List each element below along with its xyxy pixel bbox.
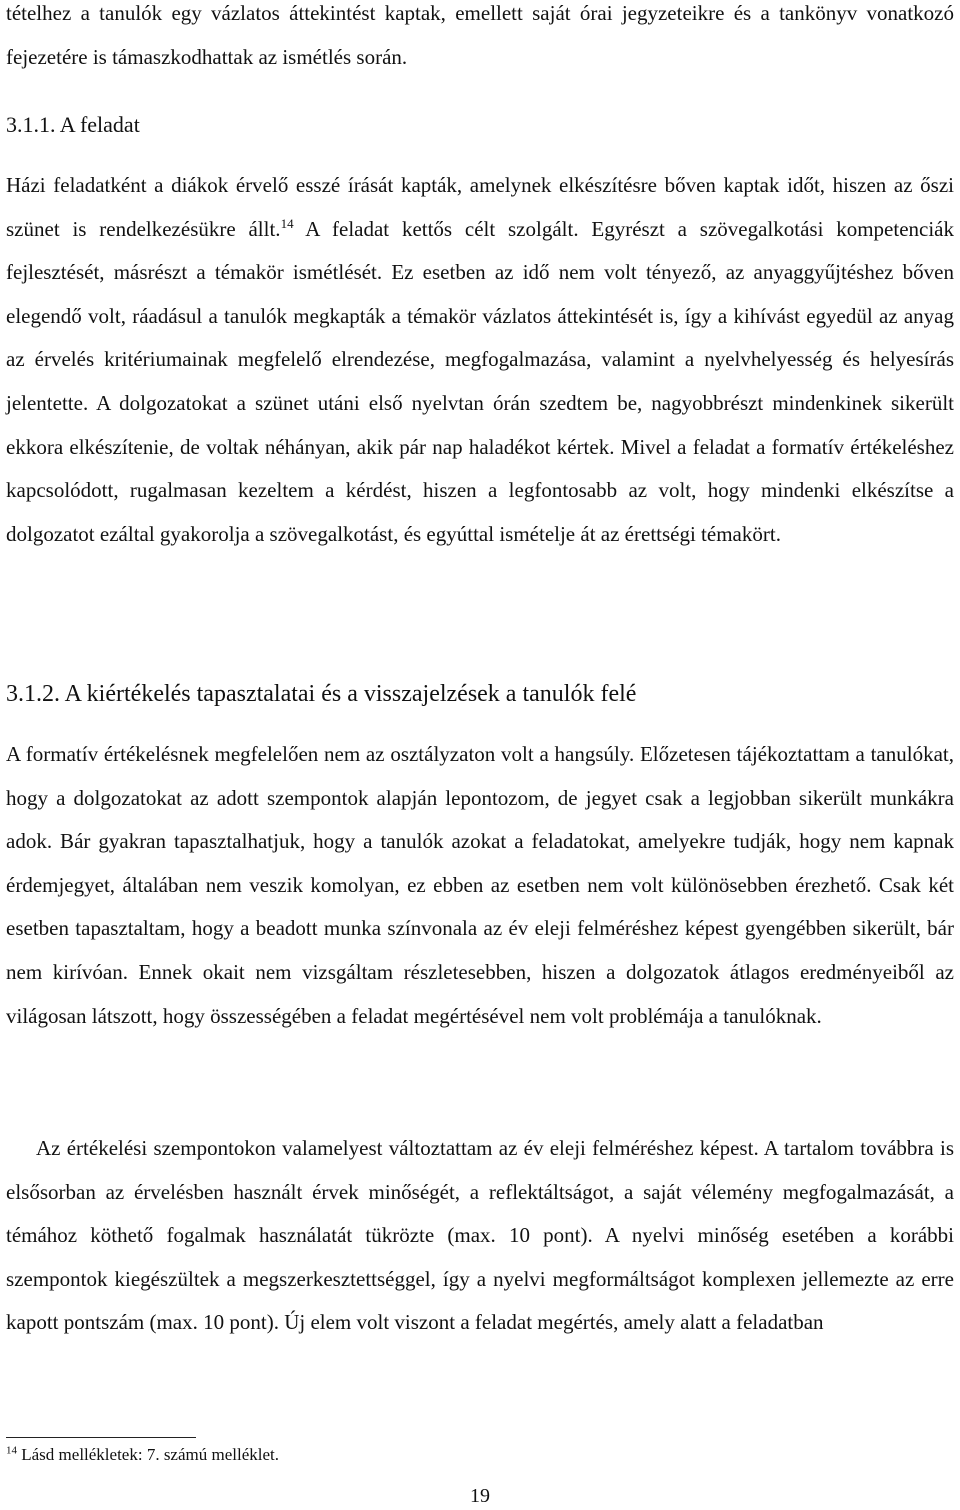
footnote-reference-14[interactable]: 14 [280,215,294,231]
section-heading-3-1-1: 3.1.1. A feladat [6,112,140,137]
page-number: 19 [470,1485,490,1507]
paragraph-text-before-footnote: Házi feladatként a diákok érvelő esszé írását kapták, amelynek elkészítésre bőven kaptak időt, hiszen az őszi szünet is rendelkezésükre állt. [6,173,954,241]
section-heading-3-1-2: 3.1.2. A kiértékelés tapasztalatai és a visszajelzések a tanulók felé [6,681,637,707]
section-3-1-2-paragraph-1: A formatív értékelésnek megfelelően nem az osztályzaton volt a hangsúly. Előzetesen tájékoztattam a tanulókat, hogy a dolgozatokat az adott szempontok alapján lepontozom, de jegyet csak a legjobban sikerült munkákra adok. Bár gyakran tapasztalhatjuk, hogy a tanulók azokat a feladatokat, amelyekre tudják, hogy nem kapnak érdemjegyet, általában nem veszik komolyan, ez ebben az esetben nem volt különösebben érezhető. Csak két esetben tapasztaltam, hogy a beadott munka színvonala az év eleji felméréshez képest gyengébben sikerült, bár nem kirívóan. Ennek okait nem vizsgáltam részletesebben, hiszen a dolgozatok átlagos eredményeiből az világosan látszott, hogy összességében a feladat megértésével nem volt problémája a tanulóknak. [6,742,954,1028]
footnote-number: 14 [6,1444,17,1457]
section-3-1-2-paragraph-2: Az értékelési szempontokon valamelyest változtattam az év eleji felméréshez képest. A tartalom továbbra is elsősorban az érvelésben használt érvek minőségét, a reflektáltságot, a saját vélemény megfogalmazását, a témához köthető fogalmak használatát tükrözte (max. 10 pont). A nyelvi minőség esetében a korábbi szempontok kiegészültek a megszerkesztettséggel, így a nyelvi megformáltságot komplexen jellemezte az erre kapott pontszám (max. 10 pont). Új elem volt viszont a feladat megértés, amely alatt a feladatban [6,1136,954,1335]
intro-paragraph: tételhez a tanulók egy vázlatos áttekintést kaptak, emellett saját órai jegyzeteikre és a tankönyv vonatkozó fejezetére is támaszkodhattak az ismétlés során. [6,1,954,69]
paragraph-text-after-footnote: A feladat kettős célt szolgált. Egyrészt a szövegalkotási kompetenciák fejlesztését, másrészt a témakör ismétlését. Ez esetben az idő nem volt tényező, az anyaggyűjtéshez bőven elegendő volt, ráadásul a tanulók megkapták a témakör vázlatos áttekintését is, így a kihívást egyedül az anyag az érvelés kritériumainak megfelelő elrendezése, megfogalmazása, valamint a nyelvhelyesség és helyesírás jelentette. A dolgozatokat a szünet utáni első nyelvtan órán szedtem be, nagyobbrészt mindenkinek sikerült ekkora elkészítenie, de voltak néhányan, akik pár nap haladékot kértek. Mivel a feladat a formatív értékeléshez kapcsolódott, rugalmasan kezeltem a kérdést, hiszen a legfontosabb az volt, hogy mindenki elkészítse a dolgozatot ezáltal gyakorolja a szövegalkotást, és egyúttal ismételje át az érettségi témakört. [6,216,954,546]
section-3-1-1-paragraph [6,164,954,556]
footnote-separator [6,1437,196,1438]
footnote-text: Lásd mellékletek: 7. számú melléklet. [17,1445,279,1464]
footnote [6,1440,279,1470]
